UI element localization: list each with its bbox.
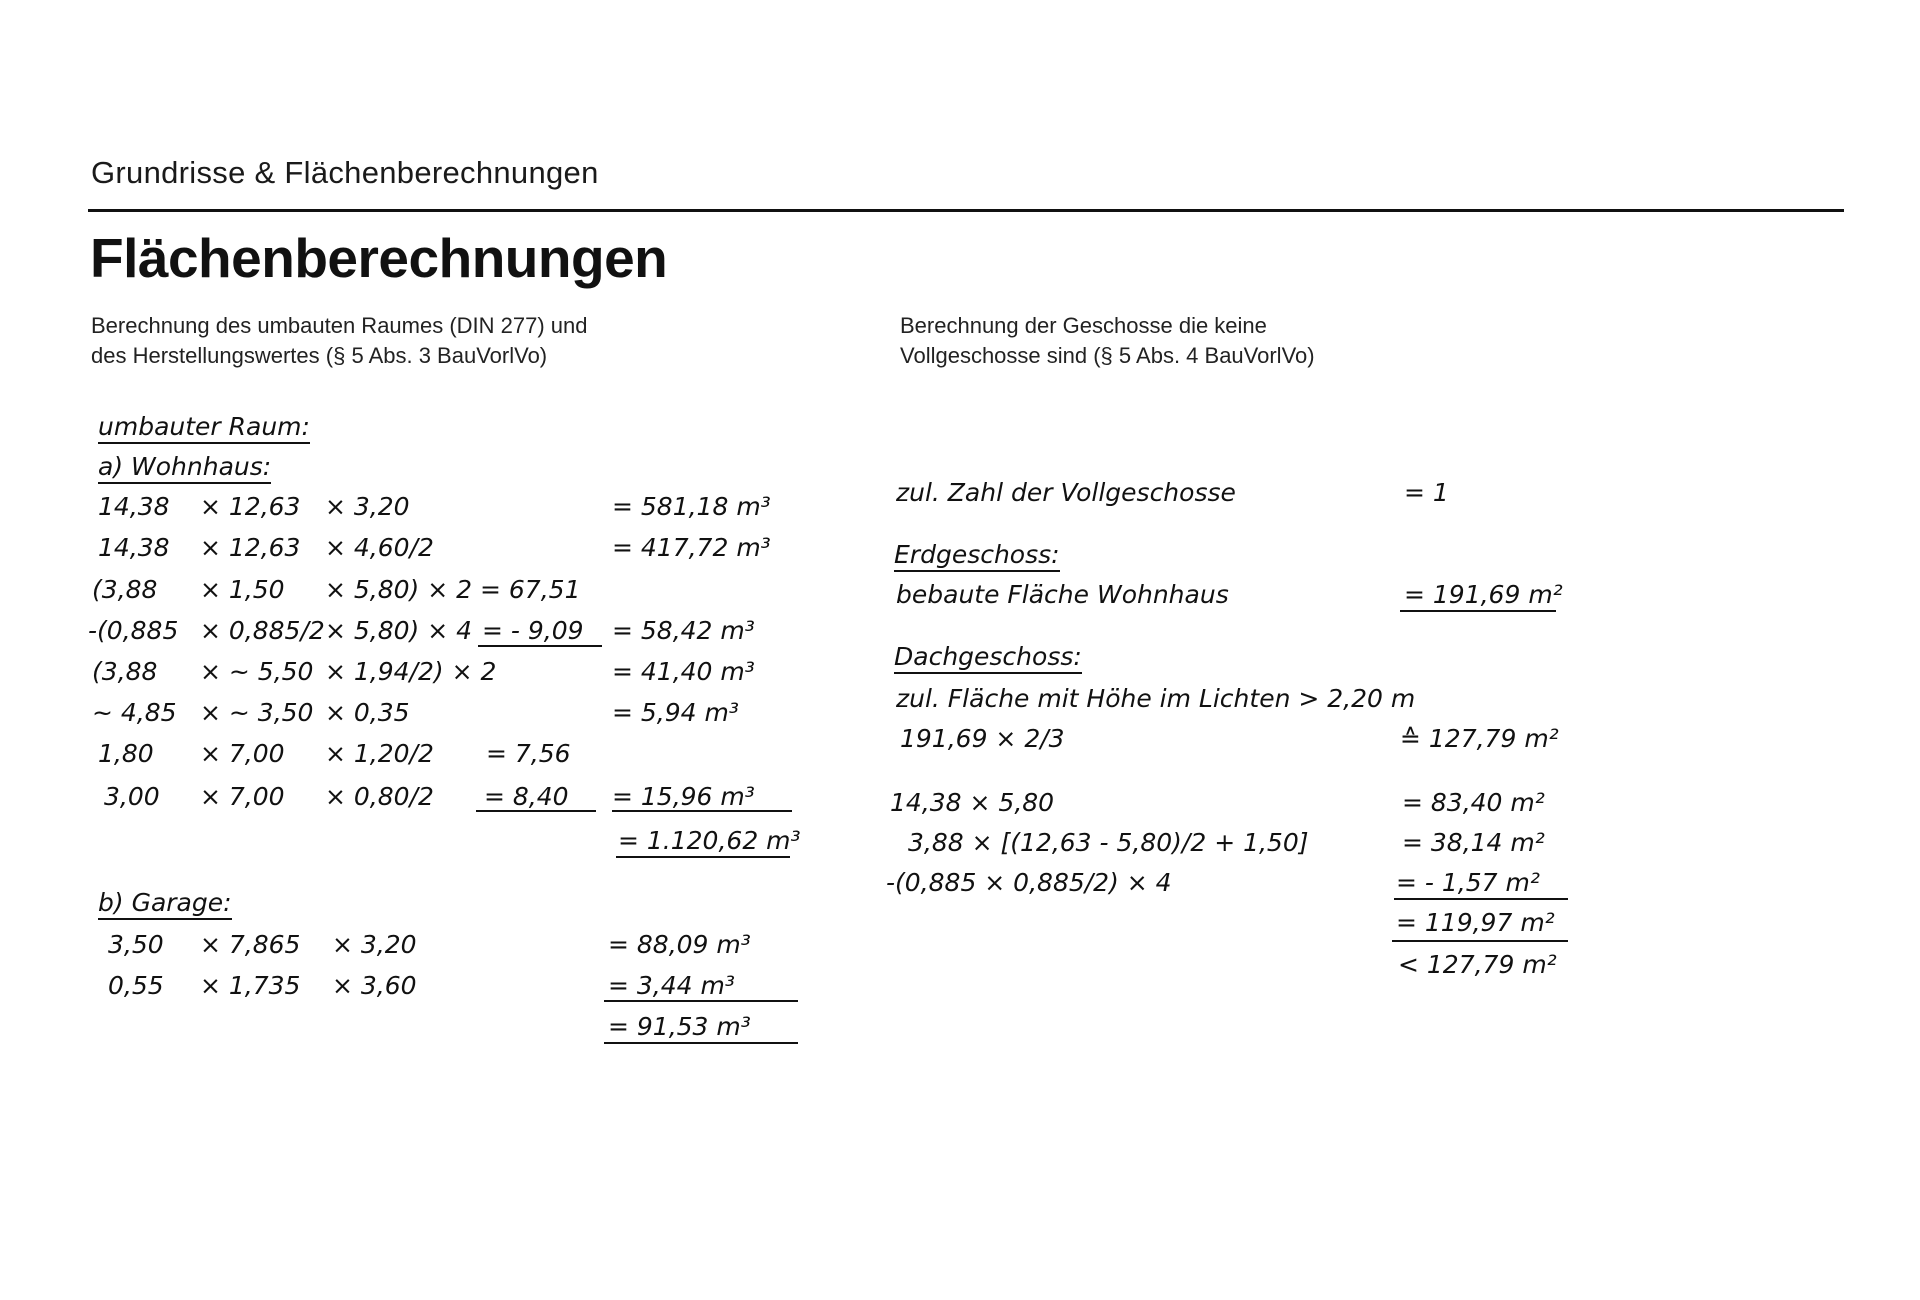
- calc-a-row-7-c1: 1,80: [98, 739, 154, 768]
- intro-right-line-1: Berechnung der Geschosse die keine: [900, 313, 1267, 338]
- calc-a-row-5-c2: × ~ 5,50: [200, 657, 314, 686]
- total-a: = 1.120,62 m³: [618, 826, 801, 855]
- section-label: Grundrisse & Flächenberechnungen: [91, 155, 599, 190]
- header-divider: [88, 209, 1844, 212]
- dg-row-3-label: -(0,885 × 0,885/2) × 4: [886, 868, 1172, 897]
- underline-total-b: [604, 1042, 798, 1044]
- dachgeschoss-line: zul. Fläche mit Höhe im Lichten > 2,20 m: [896, 684, 1416, 713]
- intro-right: [900, 311, 1600, 371]
- calc-a-row-2-c3: × 4,60/2: [325, 533, 434, 562]
- calc-a-row-6-result: = 5,94 m³: [612, 698, 739, 727]
- underline-total-a: [616, 856, 790, 858]
- calc-a-row-1-c2: × 12,63: [200, 492, 301, 521]
- underline-b-row-2: [604, 1000, 798, 1002]
- underline-a-row-4-mid: [478, 645, 602, 647]
- dg-row-2-value: = 38,14 m²: [1402, 828, 1545, 857]
- calc-a-row-1-result: = 581,18 m³: [612, 492, 771, 521]
- underline-erdgeschoss: [1400, 610, 1556, 612]
- calc-a-row-2-c2: × 12,63: [200, 533, 301, 562]
- calc-b-row-2-c3: × 3,60: [332, 971, 417, 1000]
- underline-a-row-8-result: [612, 810, 792, 812]
- dachgeschoss-calc-label: 191,69 × 2/3: [900, 724, 1065, 753]
- calc-a-row-3-c1: (3,88: [92, 575, 158, 604]
- calc-a-row-4-c2: × 0,885/2: [200, 616, 325, 645]
- calc-a-row-8-c3: × 0,80/2: [325, 782, 434, 811]
- calc-b-row-2-result: = 3,44 m³: [608, 971, 735, 1000]
- calc-a-row-5-result: = 41,40 m³: [612, 657, 755, 686]
- calc-a-row-8-mid: = 8,40: [484, 782, 569, 811]
- erdgeschoss-heading: Erdgeschoss:: [894, 540, 1060, 572]
- intro-left-line-1: Berechnung des umbauten Raumes (DIN 277) und: [91, 313, 588, 338]
- vollgeschosse-label: zul. Zahl der Vollgeschosse: [896, 478, 1236, 507]
- erdgeschoss-value: = 191,69 m²: [1404, 580, 1563, 609]
- calc-a-row-4-mid: = - 9,09: [482, 616, 584, 645]
- calc-b-row-1-result: = 88,09 m³: [608, 930, 751, 959]
- calc-a-row-8-c2: × 7,00: [200, 782, 285, 811]
- calc-a-row-4-result: = 58,42 m³: [612, 616, 755, 645]
- calc-b-row-1-c1: 3,50: [108, 930, 164, 959]
- calc-a-row-8-result: = 15,96 m³: [612, 782, 755, 811]
- calc-b-row-2-c1: 0,55: [108, 971, 164, 1000]
- underline-dg-row-3: [1394, 898, 1568, 900]
- calc-a-row-6-c2: × ~ 3,50: [200, 698, 314, 727]
- calc-a-row-3-c3: × 5,80) × 2 = 67,51: [325, 575, 581, 604]
- dg-row-2-label: 3,88 × [(12,63 - 5,80)/2 + 1,50]: [908, 828, 1309, 857]
- wohnhaus-heading: a) Wohnhaus:: [98, 452, 271, 484]
- calc-a-row-5-c1: (3,88: [92, 657, 158, 686]
- total-b: = 91,53 m³: [608, 1012, 751, 1041]
- dg-row-1-value: = 83,40 m²: [1402, 788, 1545, 817]
- intro-right-line-2: Vollgeschosse sind (§ 5 Abs. 4 BauVorlVo): [900, 343, 1315, 368]
- calc-a-row-2-c1: 14,38: [98, 533, 170, 562]
- calc-b-row-1-c3: × 3,20: [332, 930, 417, 959]
- calc-a-row-8-c1: 3,00: [104, 782, 160, 811]
- calc-a-row-4-c1: -(0,885: [88, 616, 179, 645]
- calc-a-row-1-c3: × 3,20: [325, 492, 410, 521]
- calc-a-row-5-c3: × 1,94/2) × 2: [325, 657, 497, 686]
- calc-b-row-2-c2: × 1,735: [200, 971, 301, 1000]
- calc-a-row-7-c3: × 1,20/2: [325, 739, 434, 768]
- dg-row-3-value: = - 1,57 m²: [1396, 868, 1540, 897]
- calc-a-row-7-mid: = 7,56: [486, 739, 571, 768]
- dachgeschoss-calc-value: ≙ 127,79 m²: [1400, 724, 1559, 753]
- calc-a-row-1-c1: 14,38: [98, 492, 170, 521]
- calc-a-row-3-c2: × 1,50: [200, 575, 285, 604]
- calc-a-row-2-result: = 417,72 m³: [612, 533, 771, 562]
- calc-a-row-4-c3: × 5,80) × 4: [325, 616, 473, 645]
- calc-a-row-6-c3: × 0,35: [325, 698, 410, 727]
- underline-a-row-8-mid: [476, 810, 596, 812]
- dg-sum-value: = 119,97 m²: [1396, 908, 1555, 937]
- page-title: Flächenberechnungen: [90, 227, 668, 289]
- calc-b-row-1-c2: × 7,865: [200, 930, 301, 959]
- garage-heading: b) Garage:: [98, 888, 232, 920]
- calc-a-row-7-c2: × 7,00: [200, 739, 285, 768]
- erdgeschoss-label: bebaute Fläche Wohnhaus: [896, 580, 1229, 609]
- dachgeschoss-heading: Dachgeschoss:: [894, 642, 1082, 674]
- vollgeschosse-value: = 1: [1404, 478, 1449, 507]
- umbauter-raum-heading: umbauter Raum:: [98, 412, 310, 444]
- dg-compare-value: < 127,79 m²: [1398, 950, 1557, 979]
- intro-left: [91, 311, 791, 371]
- calc-a-row-6-c1: ~ 4,85: [92, 698, 177, 727]
- intro-left-line-2: des Herstellungswertes (§ 5 Abs. 3 BauVorlVo): [91, 343, 548, 368]
- dg-row-1-label: 14,38 × 5,80: [890, 788, 1055, 817]
- underline-dg-sum: [1392, 940, 1568, 942]
